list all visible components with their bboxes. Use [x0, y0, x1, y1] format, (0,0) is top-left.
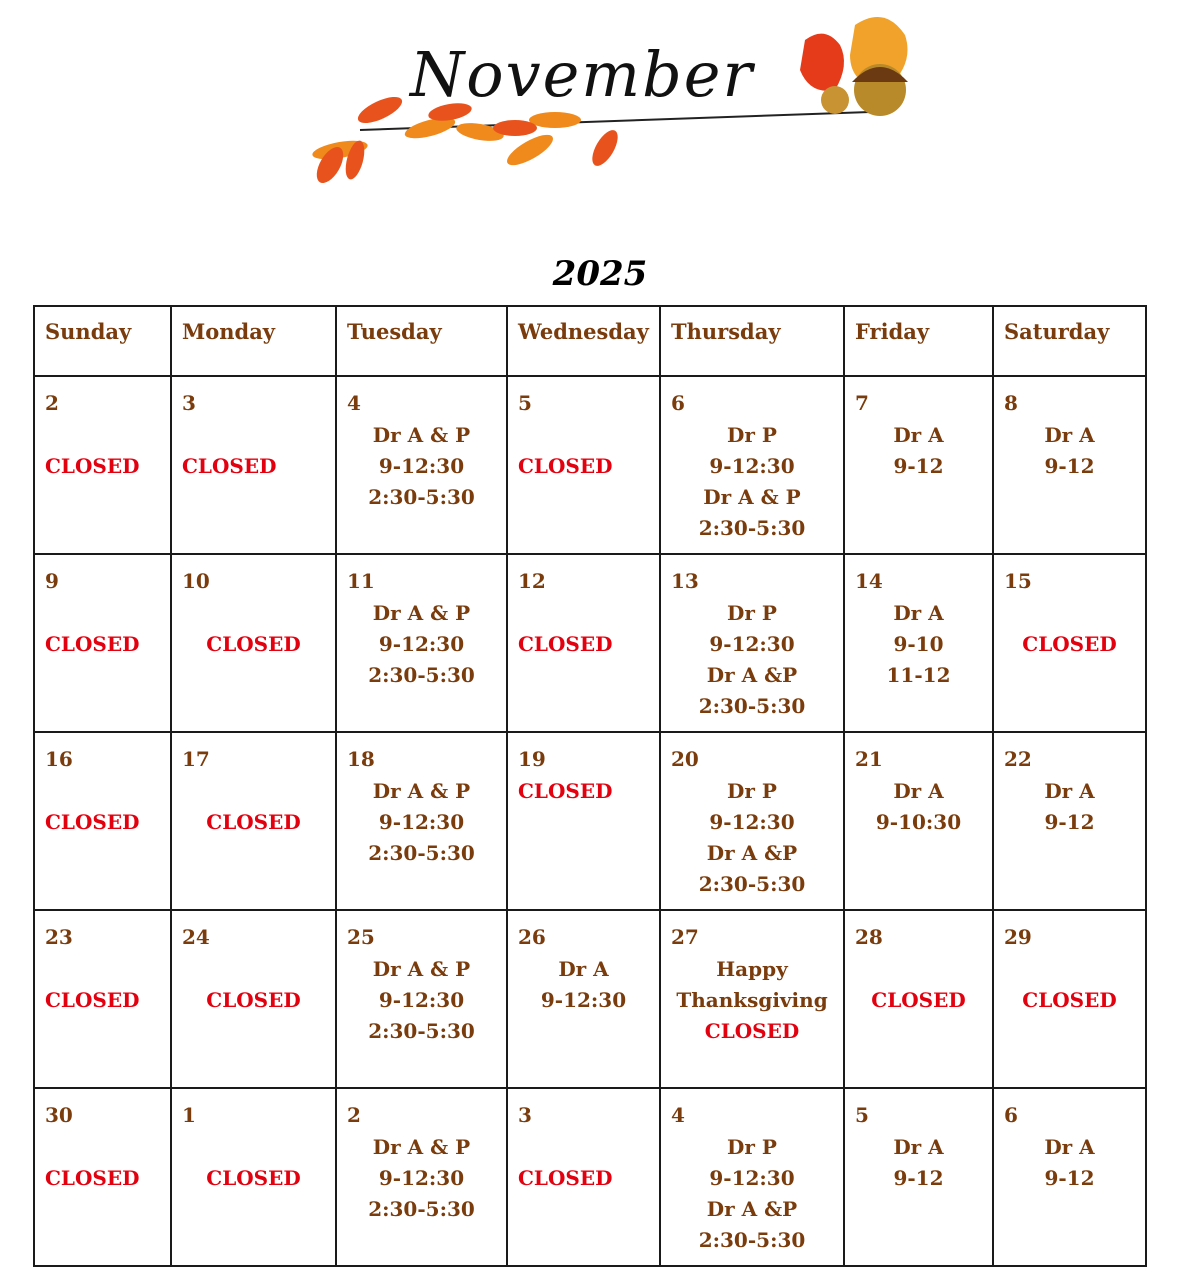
day-schedule: [661, 598, 843, 722]
day-schedule: [337, 598, 506, 691]
day-cell: [993, 910, 1146, 1088]
schedule-line: Dr A &P: [706, 663, 798, 687]
closed-label: CLOSED: [45, 810, 140, 834]
day-cell: [34, 732, 171, 910]
weekday-monday: Monday: [171, 306, 336, 376]
day-schedule: [172, 776, 335, 838]
day-number: 23: [45, 925, 73, 949]
day-schedule: [994, 1132, 1145, 1194]
schedule-line: Dr A: [893, 601, 944, 625]
schedule-line: 9-12:30: [378, 632, 465, 656]
day-cell: [507, 732, 660, 910]
closed-label: CLOSED: [206, 988, 301, 1012]
schedule-line: 9-12: [1044, 1166, 1095, 1190]
day-number: 18: [347, 747, 375, 771]
day-number: 3: [182, 391, 196, 415]
day-number: 5: [855, 1103, 869, 1127]
schedule-line: Dr A: [558, 957, 609, 981]
schedule-line: Dr A: [1044, 423, 1095, 447]
day-number: 12: [518, 569, 546, 593]
schedule-line: 2:30-5:30: [368, 485, 475, 509]
day-number: 9: [45, 569, 59, 593]
schedule-line: 2:30-5:30: [368, 663, 475, 687]
day-cell: [844, 1088, 993, 1266]
day-number: 8: [1004, 391, 1018, 415]
schedule-line: Dr A &P: [706, 1197, 798, 1221]
day-cell: [34, 910, 171, 1088]
schedule-line: [172, 420, 335, 451]
day-number: 20: [671, 747, 699, 771]
closed-label: CLOSED: [704, 1019, 800, 1043]
schedule-line: 9-10:30: [875, 810, 962, 834]
schedule-line: [994, 954, 1145, 985]
schedule-line: 2:30-5:30: [368, 841, 475, 865]
day-schedule: [508, 420, 659, 482]
schedule-line: Thanksgiving: [676, 988, 828, 1012]
day-cell: [171, 554, 336, 732]
day-schedule: [35, 598, 170, 660]
day-number: 26: [518, 925, 546, 949]
day-number: 28: [855, 925, 883, 949]
day-cell: [34, 376, 171, 554]
day-cell: [336, 732, 507, 910]
schedule-line: Dr A & P: [372, 601, 471, 625]
day-number: 3: [518, 1103, 532, 1127]
day-schedule: [337, 420, 506, 513]
day-cell: [660, 910, 844, 1088]
day-schedule: [508, 954, 659, 1016]
day-cell: [660, 732, 844, 910]
closed-label: CLOSED: [182, 454, 277, 478]
schedule-line: Dr A: [893, 1135, 944, 1159]
day-schedule: [337, 954, 506, 1047]
schedule-line: 9-12:30: [709, 454, 795, 478]
closed-label: CLOSED: [518, 632, 613, 656]
schedule-line: 9-12:30: [378, 454, 465, 478]
day-schedule: [845, 420, 992, 482]
day-number: 21: [855, 747, 883, 771]
schedule-line: 9-12:30: [540, 988, 627, 1012]
schedule-line: 9-12: [1044, 454, 1095, 478]
schedule-line: [35, 598, 170, 629]
closed-label: CLOSED: [45, 632, 140, 656]
day-schedule: [845, 776, 992, 838]
closed-label: CLOSED: [1022, 632, 1117, 656]
month-banner: [300, 0, 940, 200]
closed-label: CLOSED: [45, 454, 140, 478]
schedule-line: Dr A & P: [372, 779, 471, 803]
day-cell: [34, 554, 171, 732]
schedule-line: 9-12:30: [709, 810, 795, 834]
day-cell: [507, 376, 660, 554]
day-schedule: [35, 776, 170, 838]
schedule-line: Dr A & P: [372, 957, 471, 981]
day-number: 2: [347, 1103, 361, 1127]
day-cell: [336, 376, 507, 554]
schedule-line: 2:30-5:30: [698, 694, 806, 718]
schedule-line: 2:30-5:30: [368, 1197, 475, 1221]
closed-label: CLOSED: [518, 779, 613, 803]
weekday-thursday: Thursday: [660, 306, 844, 376]
closed-label: CLOSED: [1022, 988, 1117, 1012]
schedule-line: [172, 1132, 335, 1163]
schedule-line: 9-12:30: [378, 810, 465, 834]
day-cell: [993, 376, 1146, 554]
schedule-line: Dr A: [893, 779, 944, 803]
schedule-line: 9-12:30: [709, 632, 795, 656]
week-row: [34, 732, 1146, 910]
day-number: 10: [182, 569, 210, 593]
day-cell: [993, 554, 1146, 732]
day-cell: [844, 376, 993, 554]
day-schedule: [35, 954, 170, 1016]
day-number: 15: [1004, 569, 1032, 593]
schedule-line: 2:30-5:30: [698, 872, 806, 896]
day-cell: [171, 1088, 336, 1266]
day-cell: [336, 1088, 507, 1266]
day-cell: [171, 376, 336, 554]
schedule-line: 9-12: [893, 1166, 944, 1190]
day-number: 13: [671, 569, 699, 593]
schedule-line: Dr A & P: [703, 485, 801, 509]
closed-label: CLOSED: [206, 632, 301, 656]
day-cell: [171, 732, 336, 910]
day-number: 1: [182, 1103, 196, 1127]
week-row: [34, 910, 1146, 1088]
week-row: [34, 376, 1146, 554]
month-title: November: [410, 38, 755, 111]
day-schedule: [172, 420, 335, 482]
day-cell: [34, 1088, 171, 1266]
weekday-wednesday: Wednesday: [507, 306, 660, 376]
schedule-line: Dr P: [727, 779, 777, 803]
day-cell: [844, 732, 993, 910]
day-number: 6: [1004, 1103, 1018, 1127]
closed-label: CLOSED: [518, 1166, 613, 1190]
day-number: 4: [671, 1103, 685, 1127]
closed-label: CLOSED: [45, 988, 140, 1012]
schedule-line: [35, 954, 170, 985]
day-schedule: [845, 954, 992, 1016]
year-heading: 2025: [552, 254, 648, 294]
day-cell: [993, 1088, 1146, 1266]
schedule-line: 9-12:30: [378, 988, 465, 1012]
closed-label: CLOSED: [206, 810, 301, 834]
schedule-line: [172, 954, 335, 985]
schedule-line: 2:30-5:30: [698, 1228, 806, 1252]
schedule-line: Dr A & P: [372, 1135, 471, 1159]
weekday-tuesday: Tuesday: [336, 306, 507, 376]
closed-label: CLOSED: [518, 454, 613, 478]
calendar-grid: [33, 305, 1147, 1267]
schedule-line: [508, 420, 659, 451]
schedule-line: 9-12:30: [709, 1166, 795, 1190]
day-schedule: [172, 598, 335, 660]
day-schedule: [35, 420, 170, 482]
day-schedule: [994, 776, 1145, 838]
day-cell: [844, 910, 993, 1088]
schedule-line: 11-12: [886, 663, 951, 687]
schedule-line: [35, 420, 170, 451]
weekday-friday: Friday: [844, 306, 993, 376]
schedule-line: [508, 1132, 659, 1163]
day-schedule: [172, 1132, 335, 1194]
day-schedule: [508, 598, 659, 660]
day-cell: [660, 376, 844, 554]
day-number: 25: [347, 925, 375, 949]
schedule-line: 9-12:30: [378, 1166, 465, 1190]
schedule-line: [172, 598, 335, 629]
day-schedule: [172, 954, 335, 1016]
schedule-line: [172, 776, 335, 807]
day-schedule: [661, 776, 843, 900]
day-schedule: [661, 1132, 843, 1256]
day-cell: [660, 554, 844, 732]
day-number: 2: [45, 391, 59, 415]
day-number: 16: [45, 747, 73, 771]
day-schedule: [994, 598, 1145, 660]
day-schedule: [845, 1132, 992, 1194]
day-number: 7: [855, 391, 869, 415]
day-number: 14: [855, 569, 883, 593]
schedule-line: 2:30-5:30: [368, 1019, 475, 1043]
day-cell: [507, 554, 660, 732]
weekday-header-row: [34, 306, 1146, 376]
day-number: 5: [518, 391, 532, 415]
day-cell: [171, 910, 336, 1088]
schedule-line: Happy: [716, 957, 788, 981]
closed-label: CLOSED: [45, 1166, 140, 1190]
schedule-line: Dr A: [893, 423, 944, 447]
day-schedule: [508, 1132, 659, 1194]
week-row: [34, 554, 1146, 732]
day-schedule: [661, 420, 843, 544]
day-number: 19: [518, 747, 546, 771]
day-number: 29: [1004, 925, 1032, 949]
week-row: [34, 1088, 1146, 1266]
weekday-saturday: Saturday: [993, 306, 1146, 376]
closed-label: CLOSED: [871, 988, 966, 1012]
day-schedule: [994, 420, 1145, 482]
day-cell: [336, 554, 507, 732]
schedule-line: Dr P: [727, 601, 777, 625]
schedule-line: [35, 1132, 170, 1163]
schedule-line: Dr A & P: [372, 423, 471, 447]
schedule-line: 9-12: [1044, 810, 1095, 834]
day-schedule: [508, 776, 659, 807]
day-cell: [507, 910, 660, 1088]
schedule-line: Dr A: [1044, 779, 1095, 803]
day-number: 24: [182, 925, 210, 949]
day-number: 27: [671, 925, 699, 949]
day-schedule: [337, 776, 506, 869]
weekday-sunday: Sunday: [34, 306, 171, 376]
day-schedule: [661, 954, 843, 1047]
schedule-line: [994, 598, 1145, 629]
schedule-line: [35, 776, 170, 807]
day-number: 17: [182, 747, 210, 771]
day-number: 22: [1004, 747, 1032, 771]
day-number: 4: [347, 391, 361, 415]
schedule-line: 9-12: [893, 454, 944, 478]
schedule-line: 9-10: [893, 632, 944, 656]
day-cell: [336, 910, 507, 1088]
schedule-line: Dr P: [727, 1135, 777, 1159]
day-number: 11: [347, 569, 375, 593]
schedule-line: Dr P: [727, 423, 777, 447]
day-schedule: [994, 954, 1145, 1016]
day-cell: [844, 554, 993, 732]
closed-label: CLOSED: [206, 1166, 301, 1190]
schedule-line: 2:30-5:30: [698, 516, 806, 540]
schedule-line: Dr A &P: [706, 841, 798, 865]
schedule-line: [508, 598, 659, 629]
day-cell: [660, 1088, 844, 1266]
schedule-line: Dr A: [1044, 1135, 1095, 1159]
day-schedule: [337, 1132, 506, 1225]
day-schedule: [35, 1132, 170, 1194]
day-number: 6: [671, 391, 685, 415]
day-cell: [507, 1088, 660, 1266]
day-number: 30: [45, 1103, 73, 1127]
schedule-line: [845, 954, 992, 985]
day-cell: [993, 732, 1146, 910]
day-schedule: [845, 598, 992, 691]
